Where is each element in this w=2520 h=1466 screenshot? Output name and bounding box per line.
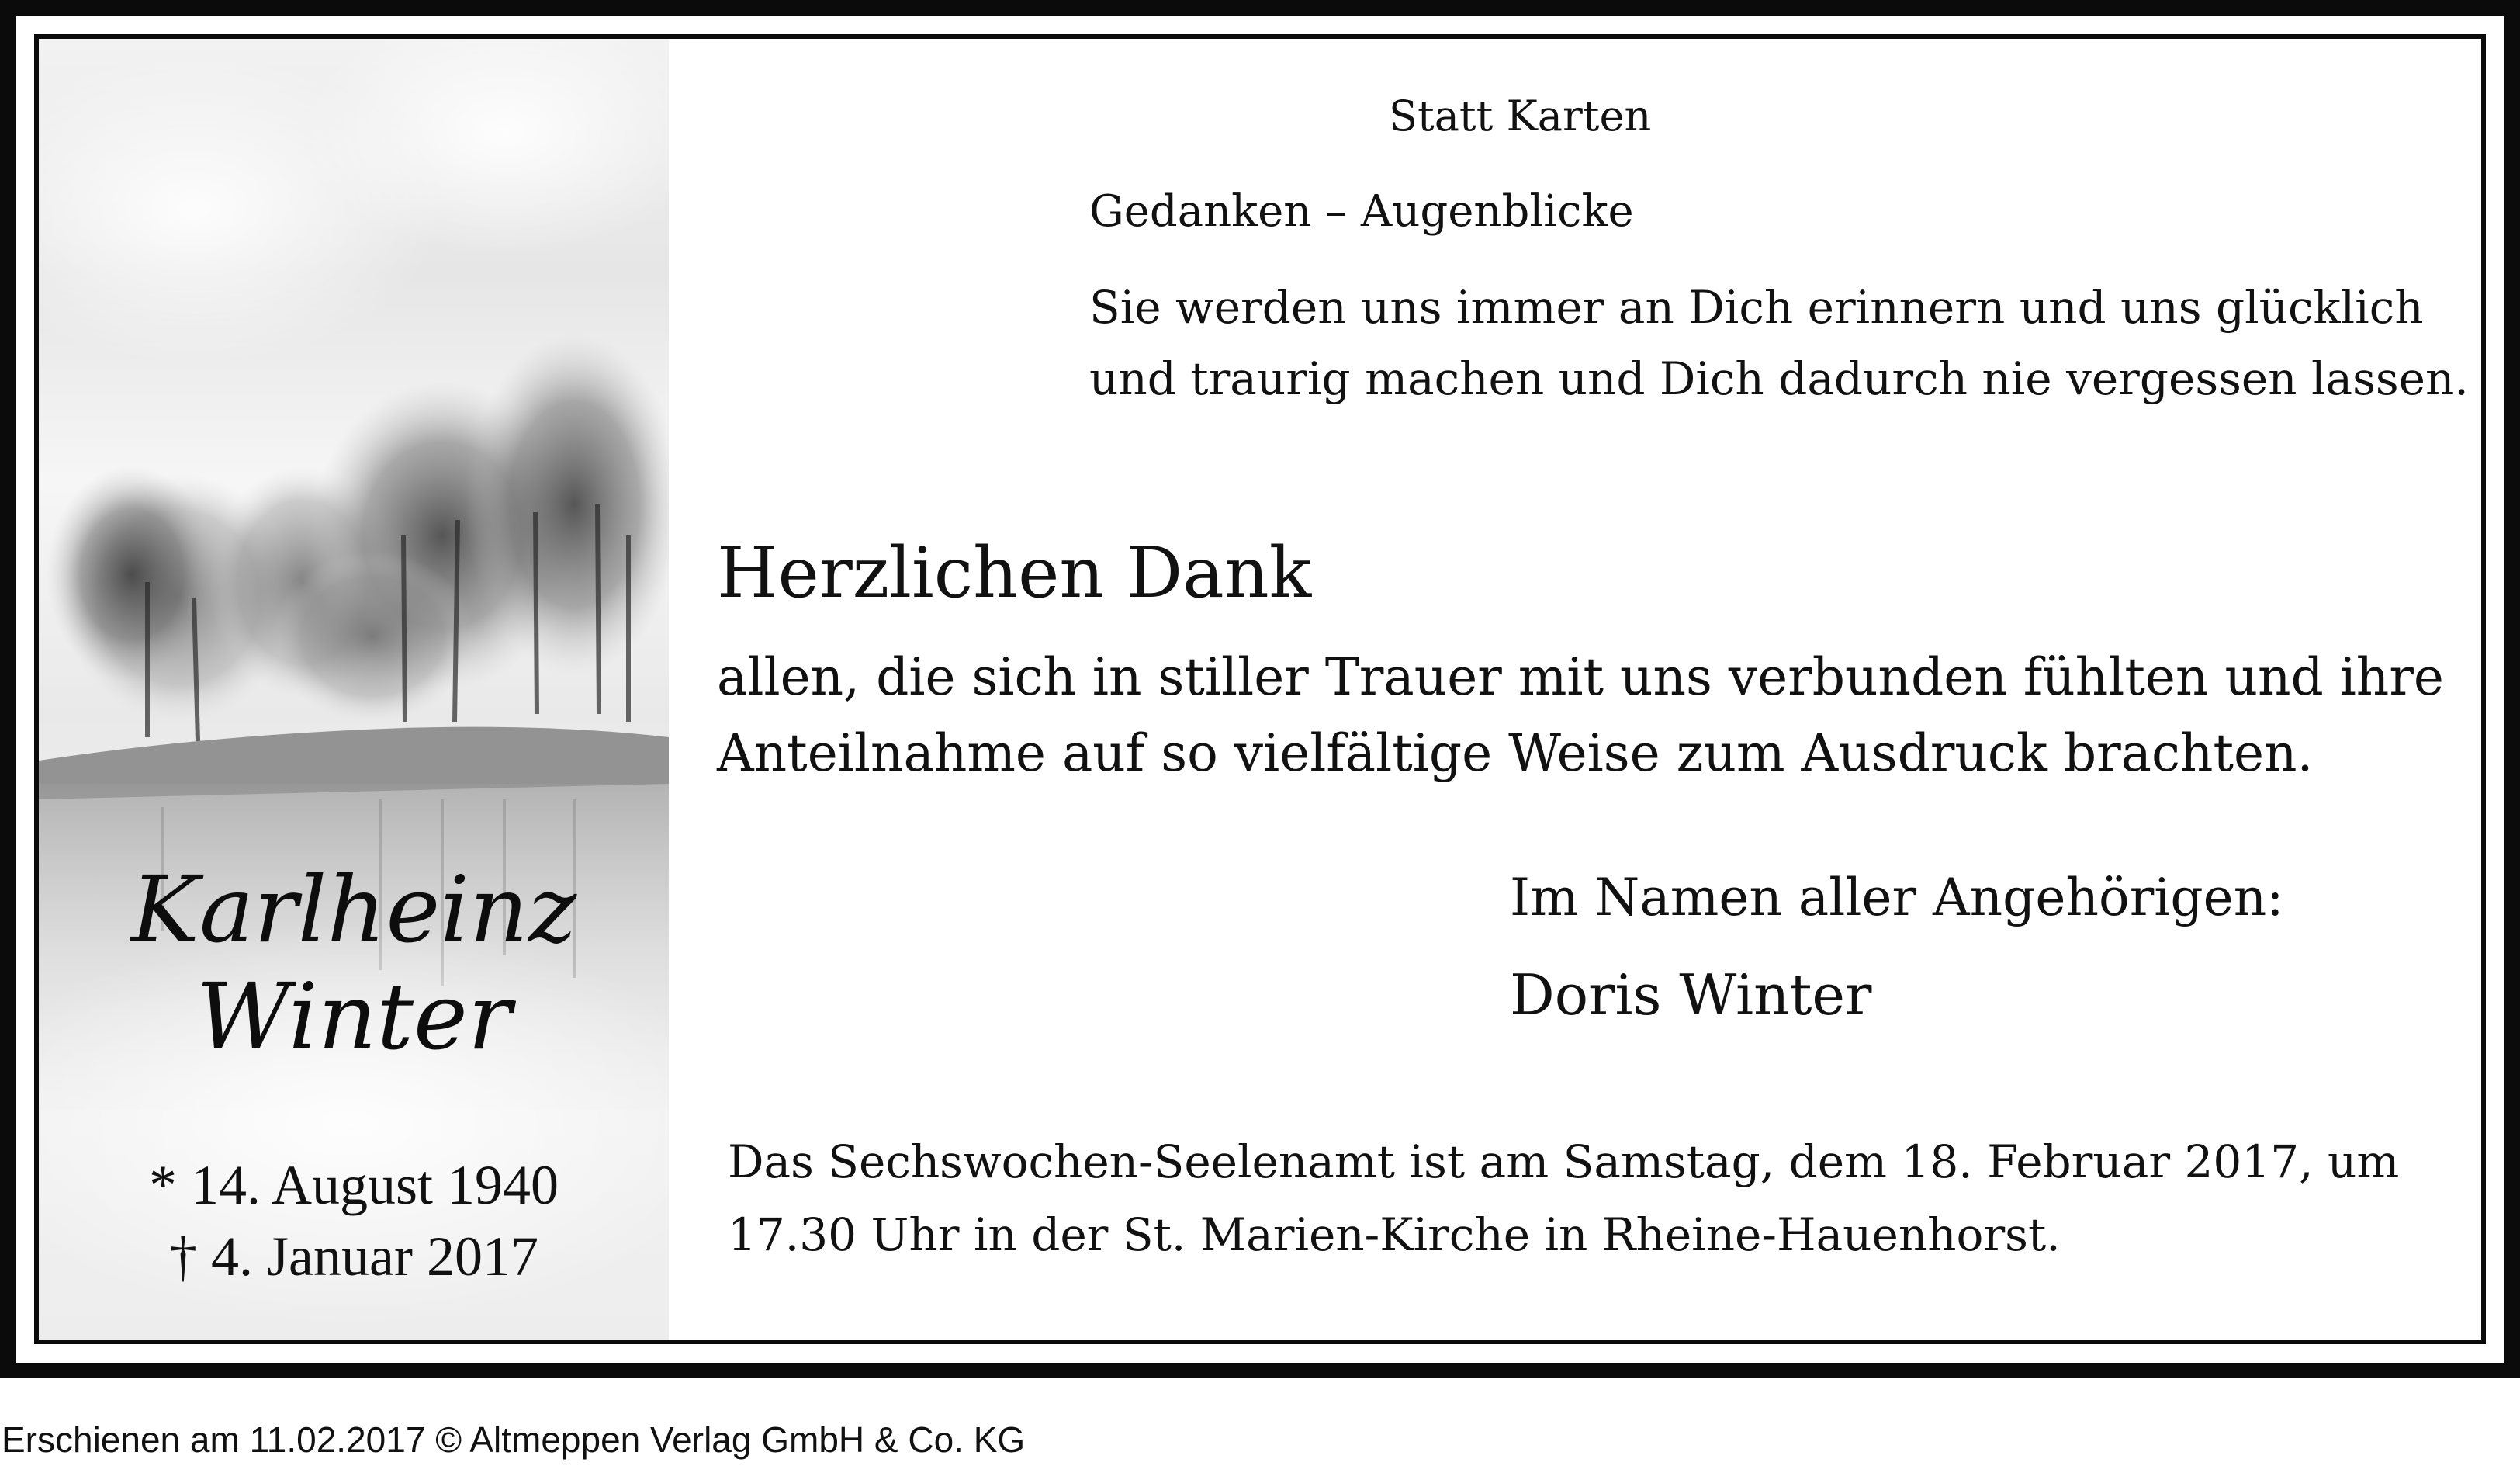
- death-date: † 4. Januar 2017: [169, 1225, 538, 1288]
- thanks-line: Anteilnahme auf so vielfältige Weise zum Ausdruck brachten.: [717, 723, 2314, 783]
- service-announcement: [728, 1125, 2399, 1271]
- quote-line: Sie werden uns immer an Dich erinnern und uns glücklich: [1089, 281, 2424, 334]
- birth-date: * 14. August 1940: [148, 1154, 559, 1216]
- signoff-name: Doris Winter: [1510, 962, 1872, 1028]
- publication-footer: Erschienen am 11.02.2017 © Altmeppen Verlag GmbH & Co. KG: [2, 1419, 1026, 1460]
- service-line: Das Sechswochen-Seelenamt ist am Samstag, dem 18. Februar 2017, um: [728, 1135, 2400, 1188]
- thanks-line: allen, die sich in stiller Trauer mit uns verbunden fühlten und ihre: [717, 647, 2444, 707]
- statt-karten-heading: Statt Karten: [1389, 92, 1652, 140]
- quote-title: Gedanken – Augenblicke: [1089, 186, 1634, 237]
- memorial-landscape-panel: [39, 39, 669, 1340]
- thanks-text: [717, 639, 2444, 792]
- service-line: 17.30 Uhr in der St. Marien-Kirche in Rheine-Hauenhorst.: [728, 1208, 2061, 1261]
- quote-line: und traurig machen und Dich dadurch nie vergessen lassen.: [1089, 352, 2469, 405]
- deceased-last-name: Winter: [196, 963, 512, 1070]
- deceased-first-name: Karlheinz: [130, 856, 577, 963]
- thanks-title: Herzlichen Dank: [717, 532, 1312, 614]
- quote-text: [1089, 272, 2469, 414]
- landscape-illustration: [39, 39, 669, 1340]
- signoff-line: Im Namen aller Angehörigen:: [1510, 868, 2284, 927]
